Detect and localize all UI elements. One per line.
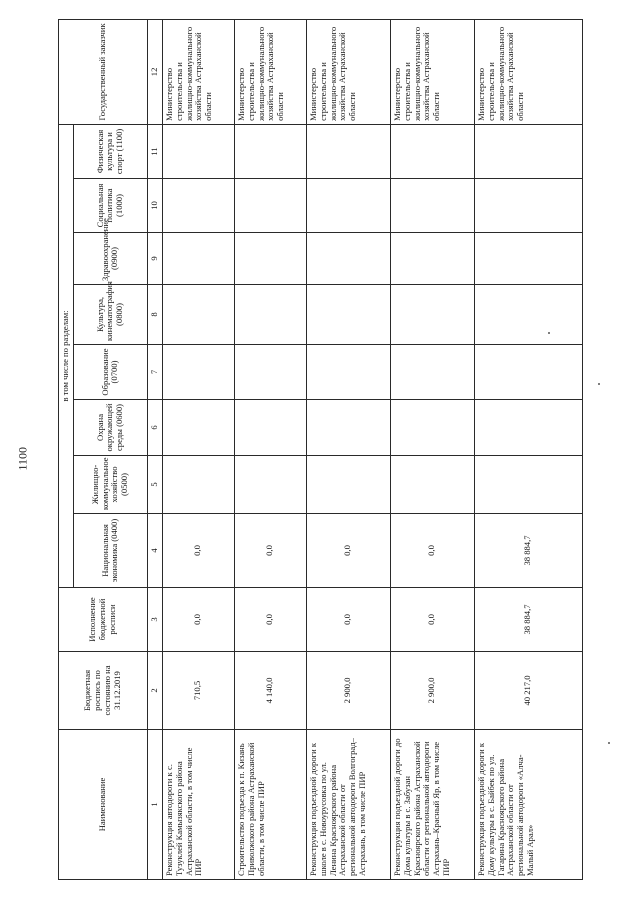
- empty-cell: [390, 233, 474, 285]
- empty-cell: [306, 345, 390, 400]
- empty-cell: [474, 179, 582, 233]
- empty-cell: [162, 124, 234, 178]
- row-section-0400: 0,0: [162, 514, 234, 588]
- table-row: [474, 19, 582, 879]
- column-number: 9: [147, 233, 162, 285]
- empty-cell: [390, 285, 474, 345]
- header-section-0600: Охрана окружающей среды (0600): [73, 400, 147, 456]
- empty-cell: [234, 124, 306, 178]
- row-budget: 4 140,0: [234, 652, 306, 730]
- empty-cell: [162, 456, 234, 514]
- empty-cell: [162, 285, 234, 345]
- row-execution: 0,0: [390, 588, 474, 652]
- row-execution: 0,0: [306, 588, 390, 652]
- empty-cell: [234, 285, 306, 345]
- table-row: [162, 19, 234, 879]
- empty-cell: [306, 400, 390, 456]
- scan-speck: [608, 742, 610, 744]
- row-name: Реконструкция подъездной дороги к школе в с. Новоурусовка по ул. Ленина Красноярского района Астраханской области от региональной автодороги Волгоград–Астрахань, в том числе ПИР: [306, 730, 390, 880]
- empty-cell: [162, 233, 234, 285]
- column-number: 8: [147, 285, 162, 345]
- row-budget: 2 900,0: [306, 652, 390, 730]
- row-customer: Министерство строительства и жилищно-коммунального хозяйства Астраханской области: [162, 19, 234, 124]
- row-execution: 0,0: [162, 588, 234, 652]
- empty-cell: [390, 345, 474, 400]
- row-name: Реконструкция подъездной дороги до Дома культуры в с. Забузан Красноярского района Астраханской области от региональной автодороги Астрахань–Красный Яр, в том числе ПИР: [390, 730, 474, 880]
- header-sections-group: в том числе по разделам:: [59, 124, 74, 587]
- row-name: Строительство подъезда к п. Кизань Приволжского района Астраханской области, в том числе ПИР: [234, 730, 306, 880]
- empty-cell: [306, 285, 390, 345]
- empty-cell: [234, 233, 306, 285]
- header-section-0500: Жилищно-коммунальное хозяйство (0500): [73, 456, 147, 514]
- row-section-0400: 0,0: [306, 514, 390, 588]
- column-number: 10: [147, 179, 162, 233]
- header-execution: Исполнение бюджетной росписи: [59, 588, 148, 652]
- empty-cell: [162, 345, 234, 400]
- page-number: 1100: [15, 446, 30, 471]
- header-section-0900: Здравоохранение (0900): [73, 233, 147, 285]
- row-customer: Министерство строительства и жилищно-коммунального хозяйства Астраханской области: [306, 19, 390, 124]
- empty-cell: [162, 179, 234, 233]
- row-execution: 38 884,7: [474, 588, 582, 652]
- empty-cell: [306, 179, 390, 233]
- table-row: [234, 19, 306, 879]
- row-section-0400: 0,0: [390, 514, 474, 588]
- column-number: 1: [147, 730, 162, 880]
- empty-cell: [474, 233, 582, 285]
- header-section-1100: Физическая культура и спорт (1100): [73, 124, 147, 178]
- row-name: Реконструкция автодороги к с. Тузукле́й Камызякского района Астраханской области, в том числе ПИР: [162, 730, 234, 880]
- row-section-0400: 38 884,7: [474, 514, 582, 588]
- empty-cell: [474, 285, 582, 345]
- row-execution: 0,0: [234, 588, 306, 652]
- column-number: 5: [147, 456, 162, 514]
- row-name: Реконструкция подъездной дороги к Дому культуры в с. Байбек по ул. Гагарина Красноярского района Астраханской области от региональной автодороги «Алча-Малый Арал»: [474, 730, 582, 880]
- empty-cell: [474, 124, 582, 178]
- row-budget: 40 217,0: [474, 652, 582, 730]
- table-row: [306, 19, 390, 879]
- empty-cell: [474, 456, 582, 514]
- empty-cell: [306, 124, 390, 178]
- empty-cell: [474, 400, 582, 456]
- row-budget: 710,5: [162, 652, 234, 730]
- column-number: 7: [147, 345, 162, 400]
- row-customer: Министерство строительства и жилищно-коммунального хозяйства Астраханской области: [234, 19, 306, 124]
- empty-cell: [306, 233, 390, 285]
- empty-cell: [234, 400, 306, 456]
- rotated-page: [58, 20, 578, 880]
- column-number: 11: [147, 124, 162, 178]
- header-name: Наименование: [59, 730, 148, 880]
- header-budget: Бюджетная роспись по состоянию на 31.12.2019: [59, 652, 148, 730]
- column-number: 3: [147, 588, 162, 652]
- empty-cell: [390, 400, 474, 456]
- column-number: 4: [147, 514, 162, 588]
- row-section-0400: 0,0: [234, 514, 306, 588]
- row-budget: 2 900,0: [390, 652, 474, 730]
- header-section-1000: Социальная политика (1000): [73, 179, 147, 233]
- header-customer: Государственный заказчик: [59, 19, 148, 124]
- header-section-0400: Национальная экономика (0400): [73, 514, 147, 588]
- empty-cell: [162, 400, 234, 456]
- header-section-0800: Культура, кинематография (0800): [73, 285, 147, 345]
- empty-cell: [390, 124, 474, 178]
- empty-cell: [474, 345, 582, 400]
- column-number: 2: [147, 652, 162, 730]
- column-number-row: [147, 19, 162, 879]
- empty-cell: [234, 456, 306, 514]
- budget-table: [58, 19, 583, 880]
- empty-cell: [234, 345, 306, 400]
- column-number: 12: [147, 19, 162, 124]
- row-customer: Министерство строительства и жилищно-коммунального хозяйства Астраханской области: [390, 19, 474, 124]
- column-number: 6: [147, 400, 162, 456]
- scan-speck: [598, 383, 600, 385]
- empty-cell: [306, 456, 390, 514]
- empty-cell: [234, 179, 306, 233]
- row-customer: Министерство строительства и жилищно-коммунального хозяйства Астраханской области: [474, 19, 582, 124]
- header-section-0700: Образование (0700): [73, 345, 147, 400]
- table-row: [390, 19, 474, 879]
- empty-cell: [390, 179, 474, 233]
- empty-cell: [390, 456, 474, 514]
